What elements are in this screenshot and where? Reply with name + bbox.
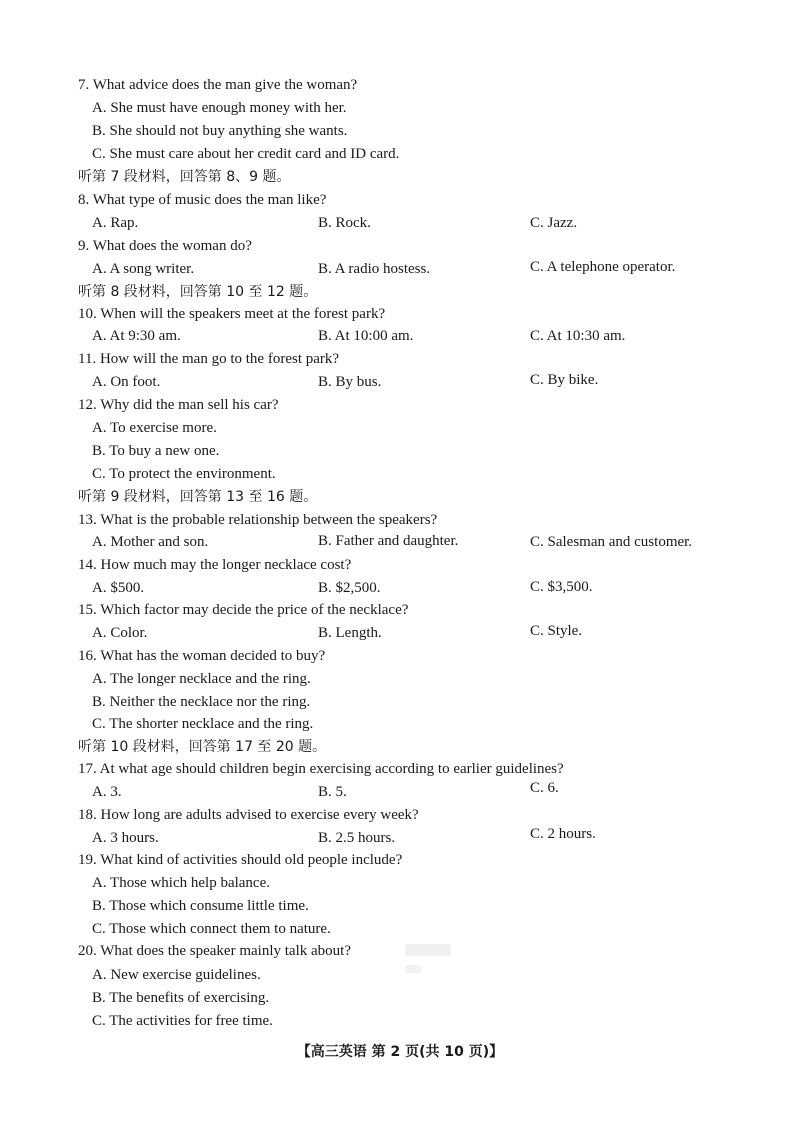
question-11: 11. How will the man go to the forest park? [78, 351, 340, 367]
q16-option-a: A. The longer necklace and the ring. [92, 671, 311, 687]
scan-smudge [405, 944, 451, 956]
scan-smudge [405, 965, 421, 973]
question-19: 19. What kind of activities should old people include? [78, 852, 403, 868]
q9-option-a: A. A song writer. [92, 261, 195, 277]
q8-option-b: B. Rock. [318, 215, 371, 231]
question-9: 9. What does the woman do? [78, 238, 252, 254]
q13-option-a: A. Mother and son. [92, 534, 209, 550]
question-13: 13. What is the probable relationship between the speakers? [78, 512, 438, 528]
question-7: 7. What advice does the man give the woman? [78, 77, 358, 93]
q11-option-a: A. On foot. [92, 374, 161, 390]
q17-option-a: A. 3. [92, 784, 122, 800]
q15-option-c: C. Style. [530, 623, 583, 639]
q7-option-c: C. She must care about her credit card and ID card. [92, 146, 400, 162]
section-header-7: 听第 7 段材料，回答第 8、9 题。 [78, 169, 291, 185]
q8-option-a: A. Rap. [92, 215, 139, 231]
question-8: 8. What type of music does the man like? [78, 192, 327, 208]
question-18: 18. How long are adults advised to exercise every week? [78, 807, 419, 823]
q18-option-a: A. 3 hours. [92, 830, 159, 846]
q16-option-b: B. Neither the necklace nor the ring. [92, 694, 311, 710]
question-16: 16. What has the woman decided to buy? [78, 648, 326, 664]
section-header-9: 听第 9 段材料，回答第 13 至 16 题。 [78, 489, 318, 505]
q9-option-b: B. A radio hostess. [318, 261, 431, 277]
q12-option-c: C. To protect the environment. [92, 466, 276, 482]
q19-option-c: C. Those which connect them to nature. [92, 921, 331, 937]
q12-option-b: B. To buy a new one. [92, 443, 220, 459]
q15-option-b: B. Length. [318, 625, 382, 641]
q14-option-c: C. $3,500. [530, 579, 593, 595]
q8-option-c: C. Jazz. [530, 215, 578, 231]
q11-option-b: B. By bus. [318, 374, 382, 390]
q7-option-b: B. She should not buy anything she wants. [92, 123, 348, 139]
q14-option-a: A. $500. [92, 580, 145, 596]
question-17: 17. At what age should children begin exercising according to earlier guidelines? [78, 761, 564, 777]
q19-option-b: B. Those which consume little time. [92, 898, 309, 914]
q13-option-b: B. Father and daughter. [318, 533, 459, 549]
question-20: 20. What does the speaker mainly talk about? [78, 943, 351, 959]
q16-option-c: C. The shorter necklace and the ring. [92, 716, 314, 732]
q17-option-c: C. 6. [530, 780, 559, 796]
page-footer: 【高三英语 第 2 页(共 10 页)】 [296, 1044, 504, 1060]
q19-option-a: A. Those which help balance. [92, 875, 271, 891]
question-12: 12. Why did the man sell his car? [78, 397, 279, 413]
q20-option-c: C. The activities for free time. [92, 1013, 273, 1029]
question-10: 10. When will the speakers meet at the forest park? [78, 306, 386, 322]
q10-option-b: B. At 10:00 am. [318, 328, 414, 344]
q7-option-a: A. She must have enough money with her. [92, 100, 347, 116]
q13-option-c: C. Salesman and customer. [530, 534, 693, 550]
q17-option-b: B. 5. [318, 784, 347, 800]
q11-option-c: C. By bike. [530, 372, 599, 388]
q18-option-c: C. 2 hours. [530, 826, 596, 842]
q10-option-c: C. At 10:30 am. [530, 328, 626, 344]
q14-option-b: B. $2,500. [318, 580, 381, 596]
section-header-10: 听第 10 段材料，回答第 17 至 20 题。 [78, 739, 327, 755]
section-header-8: 听第 8 段材料，回答第 10 至 12 题。 [78, 284, 318, 300]
question-14: 14. How much may the longer necklace cost? [78, 557, 352, 573]
q15-option-a: A. Color. [92, 625, 148, 641]
q12-option-a: A. To exercise more. [92, 420, 217, 436]
q10-option-a: A. At 9:30 am. [92, 328, 181, 344]
q18-option-b: B. 2.5 hours. [318, 830, 396, 846]
question-15: 15. Which factor may decide the price of the necklace? [78, 602, 409, 618]
q20-option-a: A. New exercise guidelines. [92, 967, 261, 983]
q20-option-b: B. The benefits of exercising. [92, 990, 270, 1006]
q9-option-c: C. A telephone operator. [530, 259, 676, 275]
